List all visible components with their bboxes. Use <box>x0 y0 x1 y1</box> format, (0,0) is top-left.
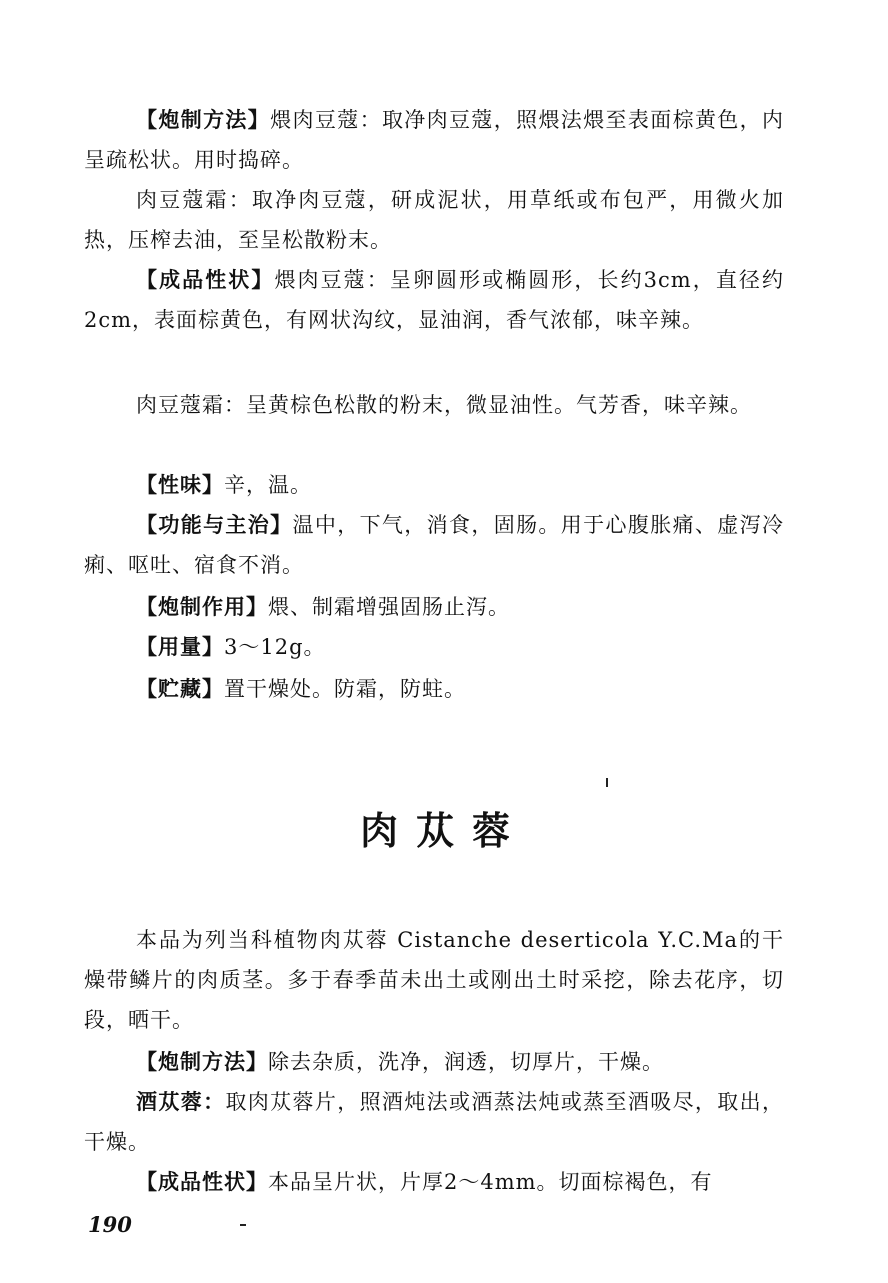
nutmeg-frost-traits-paragraph: 肉豆蔻霜：呈黄棕色松散的粉末，微显油性。气芳香，味辛辣。 <box>136 393 752 417</box>
processing-method-label: 【炮制方法】 <box>136 108 271 132</box>
dosage-paragraph <box>84 627 784 667</box>
processing-method-text: 煨肉豆蔻：取净肉豆蔻，照煨法煨至表面棕黄色，内呈疏松状。用时捣碎。 <box>84 108 785 172</box>
processing-effect-text: 煨、制霜增强固肠止泻。 <box>268 595 510 619</box>
wine-cistanche-label: 酒苁蓉： <box>136 1090 226 1114</box>
cistanche-processing-paragraph <box>84 1042 784 1082</box>
processing-effect-paragraph <box>84 587 784 627</box>
print-speck <box>606 778 608 787</box>
cistanche-traits-label: 【成品性状】 <box>136 1170 268 1194</box>
cistanche-traits-paragraph <box>84 1162 784 1202</box>
dosage-label: 【用量】 <box>136 635 224 659</box>
product-traits-paragraph <box>84 260 784 340</box>
dosage-text: 3～12g。 <box>224 635 326 659</box>
nutmeg-frost-method-paragraph: 肉豆蔻霜：取净肉豆蔻，研成泥状，用草纸或布包严，用微火加热，压榨去油，至呈松散粉末。 <box>84 188 784 252</box>
cistanche-processing-label: 【炮制方法】 <box>136 1050 268 1074</box>
cistanche-traits-text: 本品呈片状，片厚2～4mm。切面棕褐色，有 <box>268 1170 713 1194</box>
storage-label: 【贮藏】 <box>136 677 224 701</box>
function-label: 【功能与主治】 <box>136 513 293 537</box>
page-number: 190 <box>88 1212 132 1237</box>
wine-cistanche-paragraph <box>84 1082 784 1162</box>
product-traits-text: 煨肉豆蔻：呈卵圆形或椭圆形，长约3cm，直径约2cm，表面棕黄色，有网状沟纹，显油润，香气浓郁，味辛辣。 <box>84 268 784 332</box>
processing-method-paragraph <box>84 100 784 180</box>
taste-label: 【性味】 <box>136 473 224 497</box>
cistanche-intro-paragraph: 本品为列当科植物肉苁蓉 Cistanche deserticola Y.C.Ma的干燥带鳞片的肉质茎。多于春季苗未出土或刚出土时采挖，除去花序，切段，晒干。 <box>84 928 784 1032</box>
cistanche-processing-text: 除去杂质，洗净，润透，切厚片，干燥。 <box>268 1050 664 1074</box>
storage-paragraph <box>84 669 784 709</box>
product-traits-label: 【成品性状】 <box>136 268 275 292</box>
wine-cistanche-text: 取肉苁蓉片，照酒炖法或酒蒸法炖或蒸至酒吸尽，取出，干燥。 <box>84 1090 785 1154</box>
processing-effect-label: 【炮制作用】 <box>136 595 268 619</box>
function-paragraph <box>84 505 784 585</box>
function-text: 温中，下气，消食，固肠。用于心腹胀痛、虚泻冷痢、呕吐、宿食不消。 <box>84 513 784 577</box>
taste-text: 辛，温。 <box>224 473 312 497</box>
section-title: 肉苁蓉 <box>359 808 528 853</box>
taste-paragraph <box>84 465 784 505</box>
storage-text: 置干燥处。防霜，防蛀。 <box>224 677 466 701</box>
print-speck-footer <box>240 1224 246 1226</box>
